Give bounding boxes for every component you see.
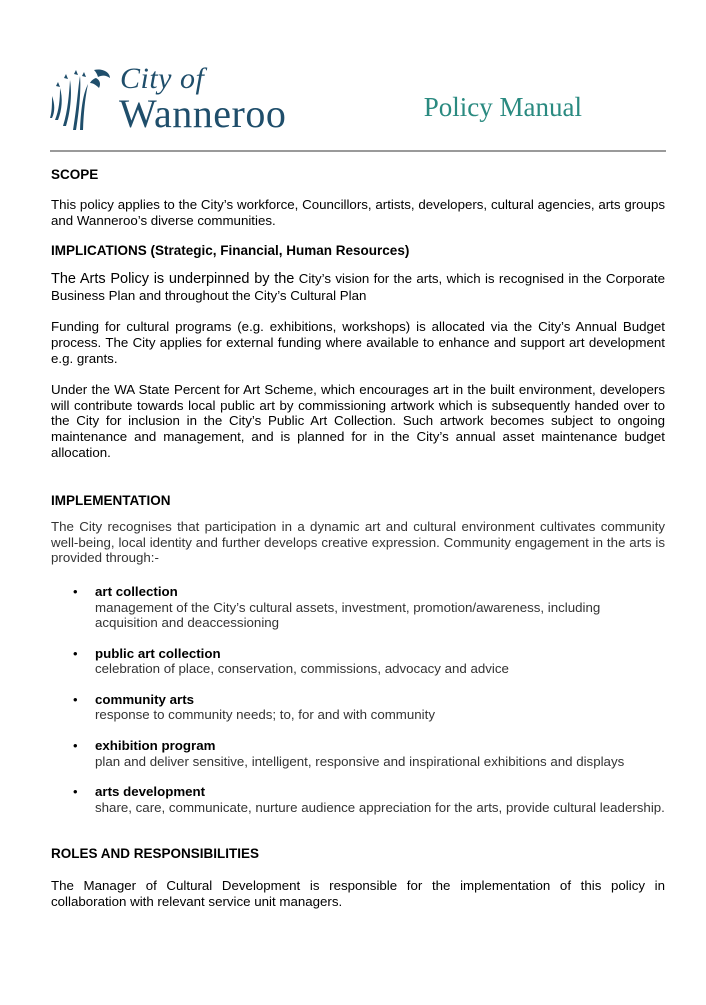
bullet-icon: • xyxy=(73,691,78,707)
engagement-list xyxy=(51,584,665,816)
document-body xyxy=(51,166,665,924)
implementation-heading: IMPLEMENTATION xyxy=(51,493,171,509)
page-header xyxy=(50,60,666,152)
list-item-title: arts development xyxy=(95,784,206,800)
list-item-description: plan and deliver sensitive, intelligent, responsive and inspirational exhibitions and displays xyxy=(95,753,625,769)
implications-heading: IMPLICATIONS (Strategic, Financial, Human Resources) xyxy=(51,243,410,259)
implications-paragraph-2: Funding for cultural programs (e.g. exhibitions, workshops) is allocated via the City’s Annual Budget process. The City applies for external funding where available to enhance and support art development e.g. grants. xyxy=(51,319,665,366)
list-item-description: celebration of place, conservation, commissions, advocacy and advice xyxy=(95,661,509,677)
list-item-title: public art collection xyxy=(95,645,221,661)
logo-text-wanneroo: Wanneroo xyxy=(119,91,287,136)
roles-text: The Manager of Cultural Development is responsible for the implementation of this policy in collaboration with relevant service unit managers. xyxy=(51,878,665,910)
implications-rest: City’s vision for the arts, which is recognised in the Corporate Business Plan and throughout the City’s Cultural Plan xyxy=(51,271,665,303)
document-title: Policy Manual xyxy=(423,92,582,122)
list-item xyxy=(51,646,665,677)
bullet-icon: • xyxy=(73,738,78,754)
list-item xyxy=(51,738,665,769)
scope-heading: SCOPE xyxy=(51,167,99,182)
list-item xyxy=(51,784,665,815)
list-item-description: management of the City’s cultural assets, investment, promotion/awareness, including acquisition and deaccessioning xyxy=(95,599,601,631)
list-item-description: share, care, communicate, nurture audience appreciation for the arts, provide cultural leadership. xyxy=(95,799,665,815)
implications-paragraph-1 xyxy=(51,271,665,303)
list-item-title: exhibition program xyxy=(95,738,216,754)
implementation-intro: The City recognises that participation in a dynamic art and cultural environment cultivates community well-being, local identity and further develops creative expression. Community engagement in the arts is provided through:- xyxy=(51,519,665,566)
list-item-title: art collection xyxy=(95,583,178,599)
implications-paragraph-3: Under the WA State Percent for Art Scheme, which encourages art in the built environment, developers will contribute towards local public art by commissioning artwork which is subsequently handed over to the City for inclusion in the City’s Public Art Collection. Such artwork becomes subject to ongoing maintenance and management, and is planned for in the City’s annual asset maintenance budget allocation. xyxy=(51,382,665,460)
implications-lead: The Arts Policy is underpinned by the xyxy=(51,271,295,288)
list-item xyxy=(51,584,665,631)
roles-heading: ROLES AND RESPONSIBILITIES xyxy=(51,846,260,862)
wanneroo-logo-icon xyxy=(50,66,112,132)
list-item-title: community arts xyxy=(95,691,195,707)
logo-text-city-of: City of xyxy=(120,62,205,95)
list-item xyxy=(51,692,665,723)
scope-text: This policy applies to the City’s workforce, Councillors, artists, developers, cultural agencies, arts groups and Wanneroo’s diverse communities. xyxy=(51,197,665,228)
bullet-icon: • xyxy=(73,784,78,800)
list-item-description: response to community needs; to, for and with community xyxy=(95,707,435,723)
bullet-icon: • xyxy=(73,645,78,661)
header-divider xyxy=(50,150,666,152)
bullet-icon: • xyxy=(73,583,78,599)
